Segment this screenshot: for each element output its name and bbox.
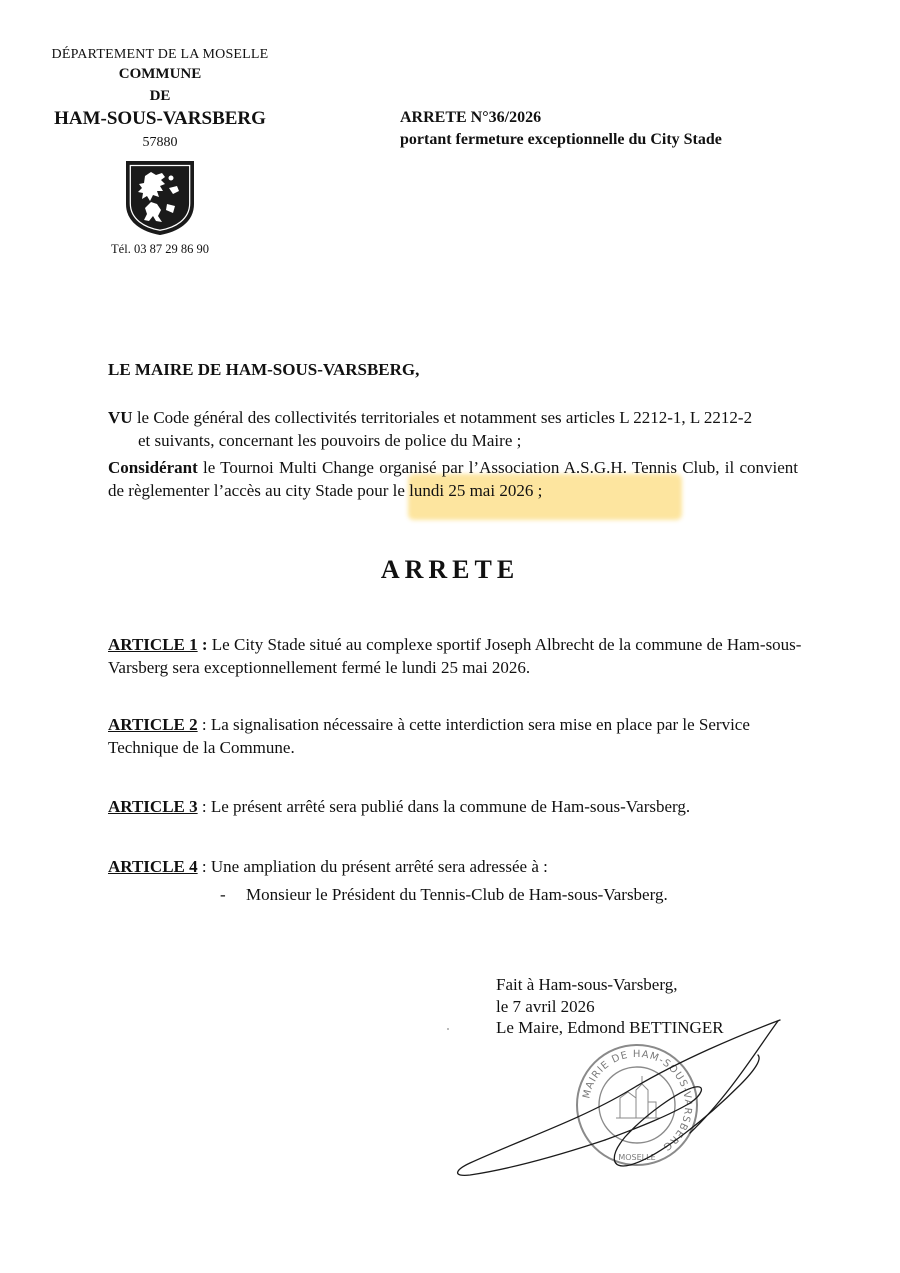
article-separator: : <box>197 715 211 734</box>
considerant-label: Considérant <box>108 458 198 477</box>
signature-place: Fait à Ham-sous-Varsberg, <box>496 975 678 994</box>
article-label: ARTICLE 1 <box>108 635 198 654</box>
article-label: ARTICLE 3 <box>108 797 198 816</box>
article-text: La signalisation nécessaire à cette interdiction sera mise en place par le Service Technique de la Commune. <box>108 715 750 757</box>
article-separator: : <box>197 857 211 876</box>
considerant-text: le Tournoi Multi Change organisé par l’Association A.S.G.H. Tennis Club, il convient de règlementer l’accès au city Stade pour le lundi 25 mai 2026 ; <box>108 458 798 500</box>
article-separator: : <box>197 635 212 654</box>
vu-label: VU <box>108 408 133 427</box>
vu-paragraph <box>108 406 798 452</box>
article-2 <box>108 713 808 759</box>
maire-heading: LE MAIRE DE HAM-SOUS-VARSBERG, <box>108 360 420 379</box>
stamp-bottom-text: MOSELLE <box>618 1153 656 1162</box>
article-text: Le City Stade situé au complexe sportif Joseph Albrecht de la commune de Ham-sous-Varsberg sera exceptionnellement fermé le lundi 25 mai 2026. <box>108 635 802 677</box>
coat-of-arms-icon <box>123 158 197 236</box>
signature-signer: Le Maire, Edmond BETTINGER <box>496 1018 724 1037</box>
arrete-number: ARRETE N°36/2026 <box>400 109 542 126</box>
destinataire-text: Monsieur le Président du Tennis-Club de Ham-sous-Varsberg. <box>246 885 668 904</box>
department-label: DÉPARTEMENT DE LA MOSELLE <box>51 47 269 62</box>
article-1 <box>108 633 808 679</box>
list-dash: - <box>220 885 226 904</box>
city-name: HAM-SOUS-VARSBERG <box>54 108 266 129</box>
postal-code: 57880 <box>142 135 178 150</box>
vu-text-line-1: le Code général des collectivités territoriales et notamment ses articles L 2212-1, L 2212-2 <box>132 408 753 427</box>
arrete-title: ARRETE <box>380 555 520 584</box>
article-text: Une ampliation du présent arrêté sera adressée à : <box>210 857 548 876</box>
article-text: Le présent arrêté sera publié dans la commune de Ham-sous-Varsberg. <box>210 797 691 816</box>
arrete-subject: portant fermeture exceptionnelle du City Stade <box>400 131 722 148</box>
considerant-paragraph <box>108 456 798 502</box>
article-label: ARTICLE 4 <box>108 857 198 876</box>
stamp-ring-text: MAIRIE DE HAM-SOUS-VARSBERG <box>581 1048 694 1153</box>
destinataire-item <box>220 885 668 905</box>
article-separator: : <box>197 797 211 816</box>
article-4 <box>108 855 808 878</box>
article-3 <box>108 795 808 818</box>
commune-label: COMMUNE <box>118 66 202 82</box>
mayor-signature <box>440 1015 790 1185</box>
commune-de-label: DE <box>149 88 171 104</box>
article-label: ARTICLE 2 <box>108 715 198 734</box>
vu-text-line-2: et suivants, concernant les pouvoirs de police du Maire ; <box>138 431 522 450</box>
phone-number: Tél. 03 87 29 86 90 <box>111 242 209 256</box>
signature-date: le 7 avril 2026 <box>496 997 595 1016</box>
